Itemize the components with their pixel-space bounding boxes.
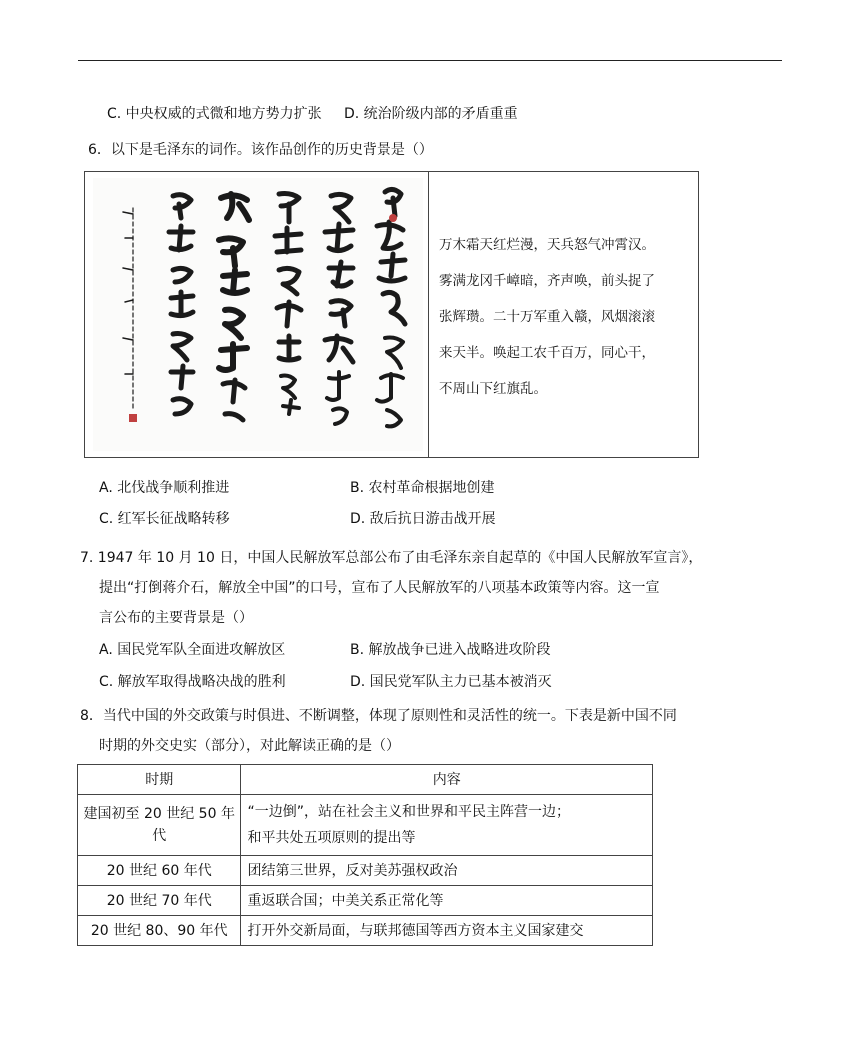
q7-option-a: A. 国民党军队全面进攻解放区 [99, 642, 286, 658]
poem-text [439, 227, 694, 407]
table-row [78, 886, 653, 916]
q7-option-d: D. 国民党军队主力已基本被消灭 [350, 674, 552, 690]
q6-option-d: D. 敌后抗日游击战开展 [350, 511, 496, 527]
q6-stem: 6．以下是毛泽东的词作。该作品创作的历史背景是（） [88, 142, 433, 158]
table-row [78, 795, 653, 856]
poem-line: 张辉瓒。二十万军重入赣，风烟滚滚 [439, 309, 655, 325]
table-cell-content: 打开外交新局面，与联邦德国等西方资本主义国家建交 [241, 916, 653, 946]
q7-stem-line-1: 7. 1947 年 10 月 10 日，中国人民解放军总部公布了由毛泽东亲自起草的《中国人民解放军宣言》， [80, 550, 703, 566]
table-cell-content-line: “一边倒”，站在社会主义和世界和平民主阵营一边； [247, 804, 570, 820]
table-cell-period: 建国初至 20 世纪 50 年代 [78, 795, 241, 856]
q7-option-c: C. 解放军取得战略决战的胜利 [99, 674, 286, 690]
table-cell-period: 20 世纪 60 年代 [78, 856, 241, 886]
table-cell-content: 重返联合国；中美关系正常化等 [241, 886, 653, 916]
q5-option-c: C. 中央权威的式微和地方势力扩张 [107, 106, 322, 122]
table-cell-content-line: 和平共处五项原则的提出等 [247, 830, 416, 846]
table-cell-content [241, 795, 653, 856]
poem-line: 万木霜天红烂漫，天兵怒气冲霄汉。 [439, 237, 655, 253]
q8-stem-line-2: 时期的外交史实（部分），对此解读正确的是（） [99, 738, 400, 754]
calligraphy-image [93, 178, 423, 451]
figure-divider [428, 172, 429, 457]
poem-line: 来天半。唤起工农千百万，同心干， [439, 345, 655, 361]
q7-stem-line-2: 提出“打倒蒋介石，解放全中国”的口号，宣布了人民解放军的八项基本政策等内容。这一宣 [99, 580, 660, 596]
poem-figure [84, 171, 699, 458]
poem-line: 雾满龙冈千嶂暗，齐声唤，前头捉了 [439, 273, 655, 289]
q7-option-b: B. 解放战争已进入战略进攻阶段 [350, 642, 551, 658]
table-cell-content: 团结第三世界，反对美苏强权政治 [241, 856, 653, 886]
table-row [78, 856, 653, 886]
calligraphy-artwork [93, 178, 423, 451]
q6-option-b: B. 农村革命根据地创建 [350, 480, 495, 496]
q8-stem-line-1: 8．当代中国的外交政策与时俱进、不断调整，体现了原则性和灵活性的统一。下表是新中国不同 [80, 708, 677, 724]
table-row [78, 916, 653, 946]
table-cell-period: 20 世纪 70 年代 [78, 886, 241, 916]
table-cell-period: 20 世纪 80、90 年代 [78, 916, 241, 946]
diplomacy-table [77, 764, 653, 946]
table-header-row [78, 765, 653, 795]
q5-option-d: D. 统治阶级内部的矛盾重重 [344, 106, 518, 122]
header-rule [78, 60, 782, 61]
q7-stem-line-3: 言公布的主要背景是（） [99, 610, 253, 626]
poem-line: 不周山下红旗乱。 [439, 381, 547, 397]
q6-option-a: A. 北伐战争顺利推进 [99, 480, 230, 496]
table-header-period: 时期 [78, 765, 241, 795]
q6-option-c: C. 红军长征战略转移 [99, 511, 230, 527]
table-header-content: 内容 [241, 765, 653, 795]
